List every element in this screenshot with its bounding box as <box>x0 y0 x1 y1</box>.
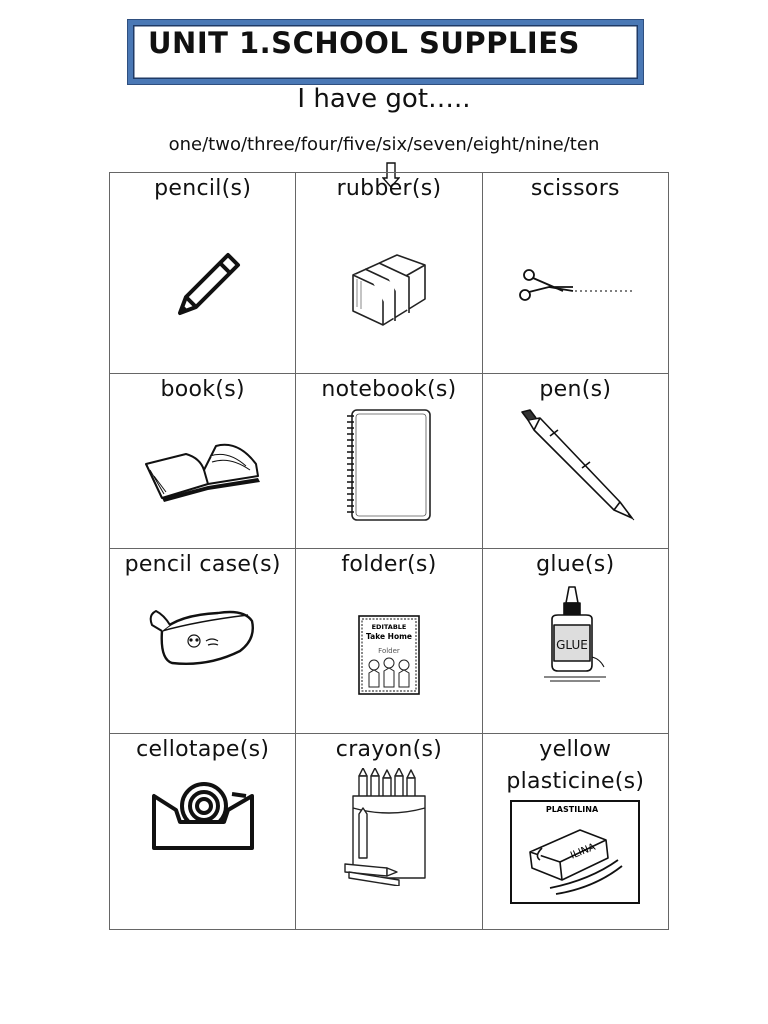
item-label: pencil(s) <box>154 176 252 201</box>
cell-pen <box>482 374 668 549</box>
folder-text-2: Take Home <box>365 632 412 641</box>
item-label: cellotape(s) <box>136 737 270 762</box>
folder-text-1: EDITABLE <box>371 623 407 631</box>
cell-cellotape <box>110 734 296 930</box>
folder-icon <box>358 615 420 695</box>
number-words: one/two/three/four/five/six/seven/eight/nine/ten <box>168 134 600 155</box>
item-label: folder(s) <box>341 552 437 577</box>
folder-text-3: Folder <box>378 647 400 655</box>
cell-glue <box>482 549 668 734</box>
open-book-icon <box>138 436 268 506</box>
item-label: scissors <box>530 176 620 201</box>
table-row <box>110 549 669 734</box>
cell-rubber <box>296 173 482 374</box>
pencil-case-icon <box>148 585 258 669</box>
cell-book <box>110 374 296 549</box>
cell-notebook <box>296 374 482 549</box>
cell-scissors <box>482 173 668 374</box>
sentence-starter: I have got….. <box>297 84 471 114</box>
item-label: pencil case(s) <box>124 552 281 577</box>
table-row <box>110 374 669 549</box>
scissors-icon <box>515 261 635 321</box>
spiral-notebook-icon <box>344 408 434 524</box>
cell-folder <box>296 549 482 734</box>
table-row <box>110 173 669 374</box>
pen-icon <box>510 406 640 526</box>
cell-pencil <box>110 173 296 374</box>
item-label: yellow plasticine(s) <box>506 737 645 794</box>
crayon-box-icon <box>339 768 439 886</box>
plasticine-icon <box>510 800 640 904</box>
glue-label-text: GLUE <box>556 638 589 652</box>
item-label: rubber(s) <box>336 176 442 201</box>
cell-crayon <box>296 734 482 930</box>
item-label: pen(s) <box>539 377 612 402</box>
tape-dispenser-icon <box>148 774 258 858</box>
plasticine-box-text: PLASTILINA <box>546 805 599 814</box>
item-label: book(s) <box>160 377 245 402</box>
cell-pencil-case <box>110 549 296 734</box>
table-row <box>110 734 669 930</box>
glue-bottle-icon <box>540 585 610 685</box>
item-label: glue(s) <box>536 552 615 577</box>
pencil-icon <box>158 241 248 321</box>
item-label: crayon(s) <box>335 737 443 762</box>
supplies-table <box>109 172 669 930</box>
eraser-icon <box>339 237 439 337</box>
cell-plasticine <box>482 734 668 930</box>
page-title: UNIT 1.SCHOOL SUPPLIES <box>148 26 580 60</box>
item-label: notebook(s) <box>321 377 457 402</box>
plasticine-pack-text: ILINA <box>569 841 598 862</box>
